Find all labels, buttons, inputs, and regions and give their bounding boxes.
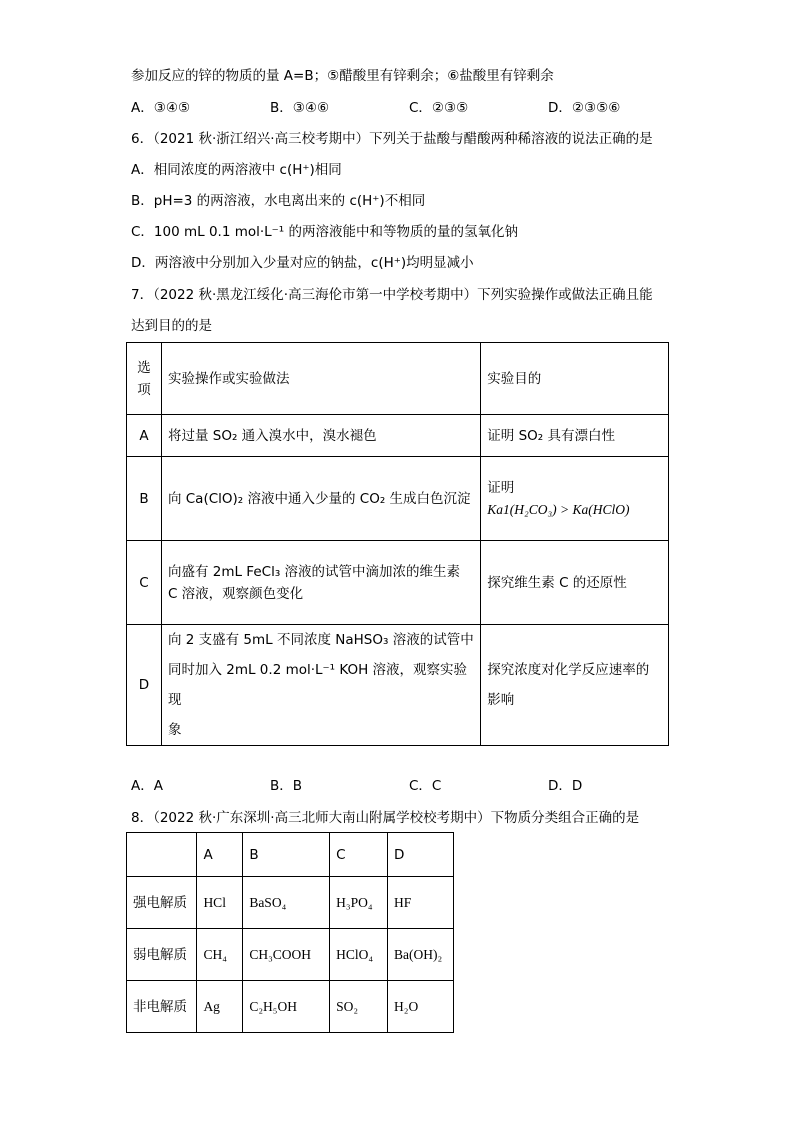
q7-row-operation-line1: 向盛有 2mL FeCl₃ 溶液的试管中滴加浓的维生素: [167, 563, 461, 580]
q8-cell: Ag: [197, 981, 243, 1033]
q7-header-option-line2: 项: [137, 381, 151, 398]
q8-header-empty: [127, 833, 197, 877]
q8-table-row: [127, 929, 454, 981]
q8-table-row: [127, 877, 454, 929]
q5-option-c: C．②③⑤: [409, 100, 469, 116]
q7-row-option: A: [127, 415, 162, 457]
q8-cell: BaSO₄: [243, 877, 330, 929]
q7-header-option-line1: 选: [137, 359, 151, 376]
q7-row-operation: 将过量 SO₂ 通入溴水中，溴水褪色: [161, 415, 480, 457]
q7-header-option: [127, 343, 162, 415]
q6-option-a: A．相同浓度的两溶液中 c(H⁺)相同: [131, 162, 342, 178]
q6-option-c: C．100 mL 0.1 mol·L⁻¹ 的两溶液能中和等物质的量的氢氧化钠: [131, 224, 519, 240]
q8-table-row: [127, 981, 454, 1033]
q8-cell: SO₂: [330, 981, 388, 1033]
q7-row-purpose: [481, 625, 669, 746]
q8-row-label: 强电解质: [127, 877, 197, 929]
q8-cell: C₂H₅OH: [243, 981, 330, 1033]
q6-option-d: D．两溶液中分别加入少量对应的钠盐，c(H⁺)均明显减小: [131, 255, 474, 271]
q7-row-operation: 向 Ca(ClO)₂ 溶液中通入少量的 CO₂ 生成白色沉淀: [161, 457, 480, 541]
q7-row-purpose-line1: 探究浓度对化学反应速率的: [487, 662, 650, 678]
q7-table-row: [127, 457, 669, 541]
q7-option-d: D．D: [548, 778, 583, 794]
q6-stem: 6．（2021 秋·浙江绍兴·高三校考期中）下列关于盐酸与醋酸两种稀溶液的说法正确的是: [131, 131, 653, 147]
q5-option-a: A．③④⑤: [131, 100, 191, 116]
q7-table-row: [127, 415, 669, 457]
q5-option-d: D．②③⑤⑥: [548, 100, 621, 116]
q7-option-a: A．A: [131, 778, 163, 794]
q8-row-label: 弱电解质: [127, 929, 197, 981]
q7-row-purpose-line1: 证明: [487, 479, 515, 496]
q7-header-purpose: 实验目的: [481, 343, 669, 415]
q8-cell: H₃PO₄: [330, 877, 388, 929]
q7-row-purpose-line2: Ka1(H₂CO₃) > Ka(HClO): [487, 501, 630, 517]
q8-cell: HF: [388, 877, 454, 929]
q6-option-b: B．pH=3 的两溶液，水电离出来的 c(H⁺)不相同: [131, 193, 426, 209]
q7-row-purpose: 证明 SO₂ 具有漂白性: [481, 415, 669, 457]
q8-cell: CH₃COOH: [243, 929, 330, 981]
q7-table-row: [127, 625, 669, 746]
q8-header-d: D: [388, 833, 454, 877]
q7-stem-line1: 7．（2022 秋·黑龙江绥化·高三海伦市第一中学校考期中）下列实验操作或做法正确且能: [131, 287, 653, 303]
q8-stem: 8．（2022 秋·广东深圳·高三北师大南山附属学校校考期中）下物质分类组合正确的是: [131, 810, 640, 826]
q7-options: [131, 776, 671, 796]
q7-table-row: [127, 541, 669, 625]
q7-row-purpose-line2: 影响: [487, 692, 515, 708]
q8-header-a: A: [197, 833, 243, 877]
q8-header-c: C: [330, 833, 388, 877]
q7-stem-line2: 达到目的的是: [131, 318, 212, 334]
q7-table-header-row: [127, 343, 669, 415]
q7-row-operation: [161, 541, 480, 625]
q8-cell: H₂O: [388, 981, 454, 1033]
q7-row-purpose: [481, 457, 669, 541]
q7-row-operation-line1: 向 2 支盛有 5mL 不同浓度 NaHSO₃ 溶液的试管中: [167, 632, 474, 648]
q7-table: [126, 342, 669, 746]
q5-stem-tail: 参加反应的锌的物质的量 A=B；⑤醋酸里有锌剩余；⑥盐酸里有锌剩余: [131, 68, 554, 84]
q8-cell: CH₄: [197, 929, 243, 981]
q8-row-label: 非电解质: [127, 981, 197, 1033]
q8-table: [126, 832, 454, 1033]
q7-option-c: C．C: [409, 778, 442, 794]
q7-row-option: C: [127, 541, 162, 625]
q8-cell: HClO₄: [330, 929, 388, 981]
q8-table-header-row: [127, 833, 454, 877]
q8-cell: Ba(OH)₂: [388, 929, 454, 981]
q7-row-operation-line2: 同时加入 2mL 0.2 mol·L⁻¹ KOH 溶液，观察实验现: [167, 662, 468, 708]
q7-option-b: B．B: [270, 778, 303, 794]
q8-header-b: B: [243, 833, 330, 877]
q7-row-option: B: [127, 457, 162, 541]
q5-option-b: B．③④⑥: [270, 100, 330, 116]
q7-row-operation-line2: C 溶液，观察颜色变化: [167, 585, 304, 602]
q7-header-operation: 实验操作或实验做法: [161, 343, 480, 415]
q7-row-purpose: 探究维生素 C 的还原性: [481, 541, 669, 625]
q7-row-option: D: [127, 625, 162, 746]
q8-cell: HCl: [197, 877, 243, 929]
q7-row-operation-line3: 象: [167, 722, 182, 738]
q7-row-operation: [161, 625, 480, 746]
q5-options: [131, 98, 671, 118]
